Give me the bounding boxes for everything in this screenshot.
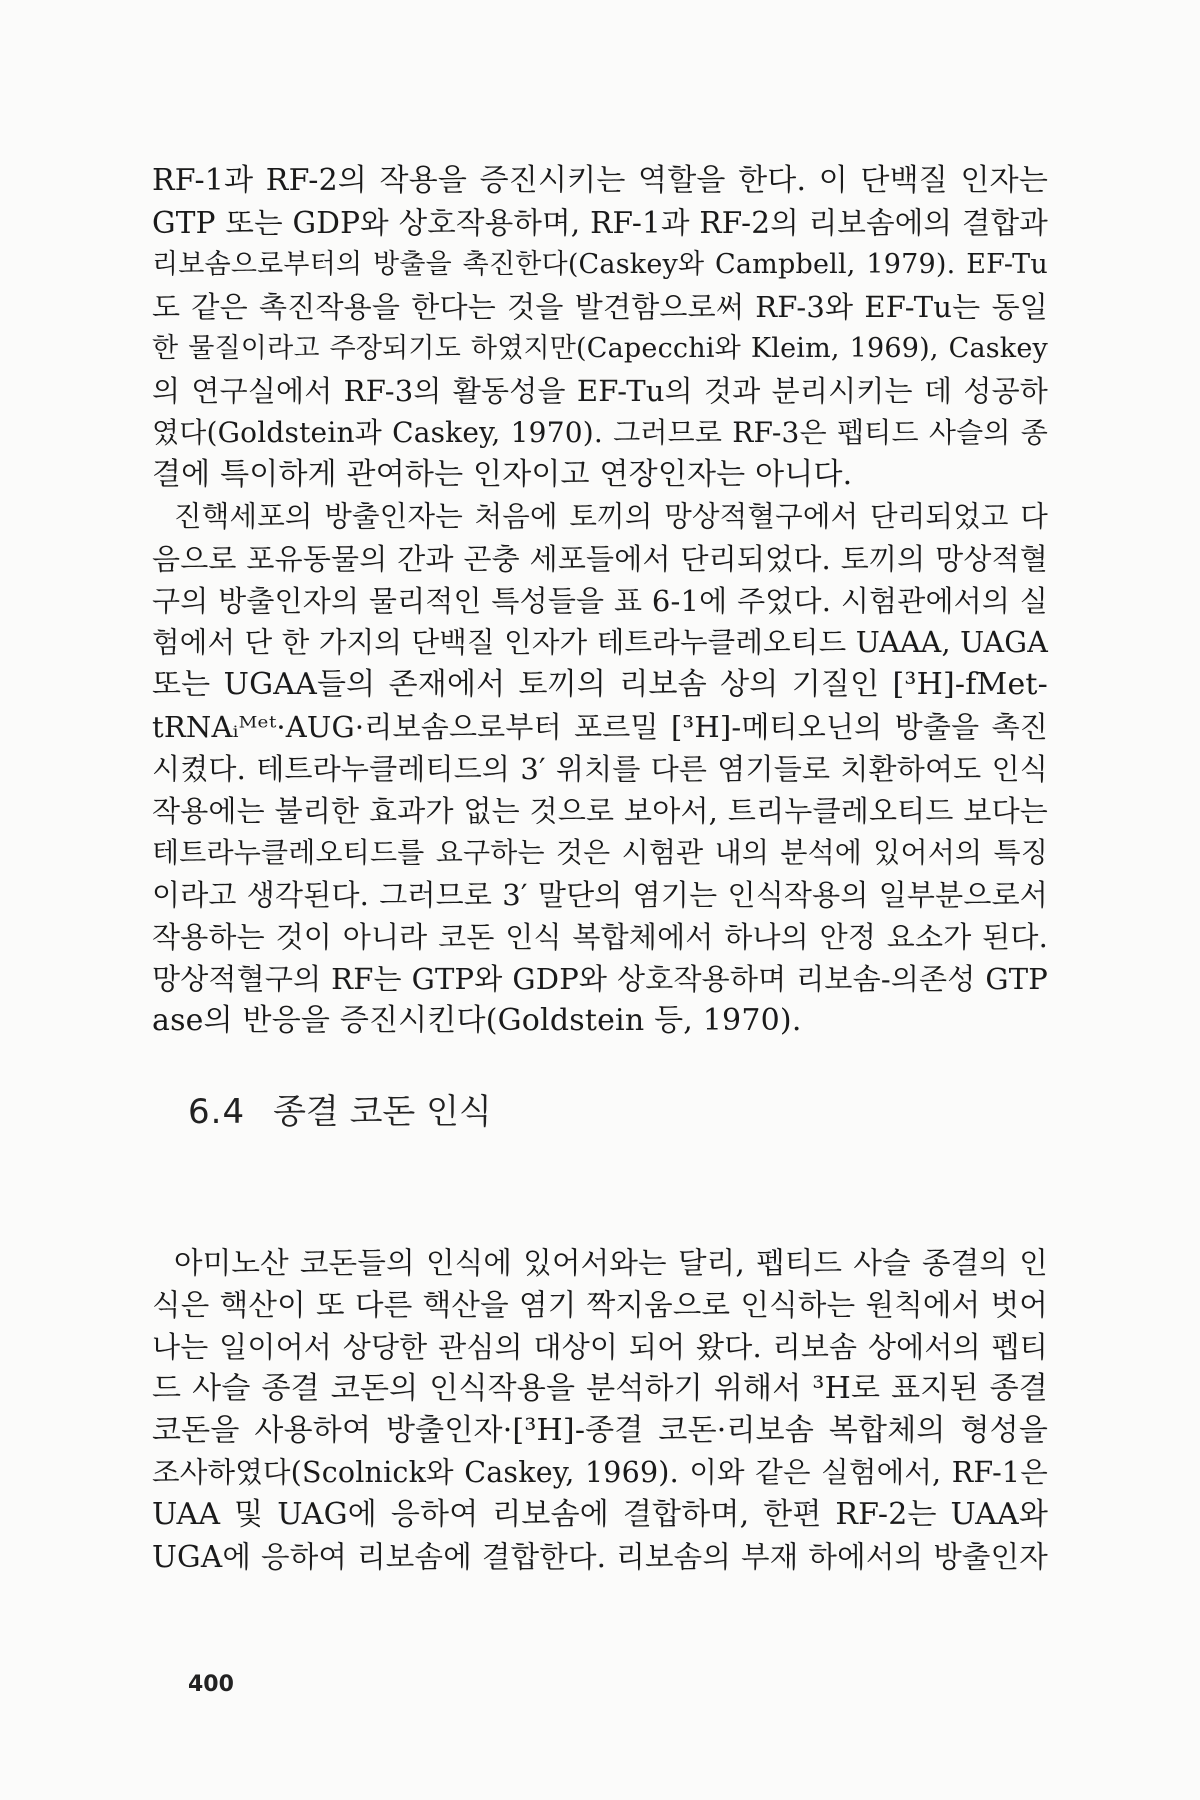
text-line: 구의 방출인자의 물리적인 특성들을 표 6-1에 주었다. 시험관에서의 실	[152, 584, 1048, 618]
section-number: 6.4	[188, 1092, 246, 1132]
text-line: 이라고 생각된다. 그러므로 3′ 말단의 염기는 인식작용의 일부분으로서	[152, 878, 1048, 912]
text-line: 결에 특이하게 관여하는 인자이고 연장인자는 아니다.	[152, 457, 853, 492]
text-line: RF-1과 RF-2의 작용을 증진시키는 역할을 한다. 이 단백질 인자는	[152, 163, 1048, 198]
text-line: 도 같은 촉진작용을 한다는 것을 발견함으로써 RF-3와 EF-Tu는 동일	[152, 290, 1048, 324]
text-line: 나는 일이어서 상당한 관심의 대상이 되어 왔다. 리보솜 상에서의 펩티	[152, 1330, 1048, 1364]
section-heading	[188, 1087, 492, 1137]
text-line: 의 연구실에서 RF-3의 활동성을 EF-Tu의 것과 분리시키는 데 성공하	[152, 374, 1048, 408]
text-line: 작용에는 불리한 효과가 없는 것으로 보아서, 트리누클레오티드 보다는	[152, 794, 1048, 828]
text-line: 또는 UGAA들의 존재에서 토끼의 리보솜 상의 기질인 [³H]-fMet-	[152, 667, 1048, 702]
text-line: 드 사슬 종결 코돈의 인식작용을 분석하기 위해서 ³H로 표지된 종결	[152, 1371, 1048, 1406]
text-line: 음으로 포유동물의 간과 곤충 세포들에서 단리되었다. 토끼의 망상적혈	[152, 542, 1048, 576]
text-line: 진핵세포의 방출인자는 처음에 토끼의 망상적혈구에서 단리되었고 다	[174, 500, 1048, 533]
text-line: UAA 및 UAG에 응하여 리보솜에 결합하며, 한편 RF-2는 UAA와	[152, 1497, 1048, 1532]
page-number: 400	[188, 1672, 234, 1697]
text-line: UGA에 응하여 리보솜에 결합한다. 리보솜의 부재 하에서의 방출인자	[152, 1540, 1048, 1574]
text-line: ase의 반응을 증진시킨다(Goldstein 등, 1970).	[152, 1003, 802, 1038]
text-line: tRNAᵢᴹᵉᵗ·AUG·리보솜으로부터 포르밀 [³H]-메티오닌의 방출을 촉진	[152, 710, 1048, 744]
paragraph-stop-codon-recognition	[152, 1242, 1048, 1578]
text-line: 식은 핵산이 또 다른 핵산을 염기 짝지움으로 인식하는 원칙에서 벗어	[152, 1288, 1048, 1322]
text-line: 작용하는 것이 아니라 코돈 인식 복합체에서 하나의 안정 요소가 된다.	[152, 920, 1048, 954]
text-line: 한 물질이라고 주장되기도 하였지만(Capecchi와 Kleim, 1969), Caskey	[152, 333, 1048, 364]
text-line: 험에서 단 한 가지의 단백질 인자가 테트라누클레오티드 UAAA, UAGA	[152, 626, 1048, 659]
text-line: GTP 또는 GDP와 상호작용하며, RF-1과 RF-2의 리보솜에의 결합과	[152, 206, 1048, 240]
text-line: 코돈을 사용하여 방출인자·[³H]-종결 코돈·리보솜 복합체의 형성을	[152, 1413, 1048, 1448]
section-title: 종결 코돈 인식	[273, 1092, 492, 1132]
text-line: 망상적혈구의 RF는 GTP와 GDP와 상호작용하며 리보솜-의존성 GTP	[152, 962, 1048, 996]
text-line: 리보솜으로부터의 방출을 촉진한다(Caskey와 Campbell, 1979). EF-Tu	[152, 249, 1048, 280]
text-line: 시켰다. 테트라누클레티드의 3′ 위치를 다른 염기들로 치환하여도 인식	[152, 752, 1048, 786]
text-line: 조사하였다(Scolnick와 Caskey, 1969). 이와 같은 실험에서, RF-1은	[152, 1456, 1048, 1489]
text-line: 였다(Goldstein과 Caskey, 1970). 그러므로 RF-3은 펩티드 사슬의 종	[152, 416, 1048, 449]
text-line: 테트라누클레오티드를 요구하는 것은 시험관 내의 분석에 있어서의 특징	[152, 836, 1048, 869]
paragraph-release-factor-rf3	[152, 160, 1048, 1042]
text-line: 아미노산 코돈들의 인식에 있어서와는 달리, 펩티드 사슬 종결의 인	[174, 1246, 1048, 1280]
